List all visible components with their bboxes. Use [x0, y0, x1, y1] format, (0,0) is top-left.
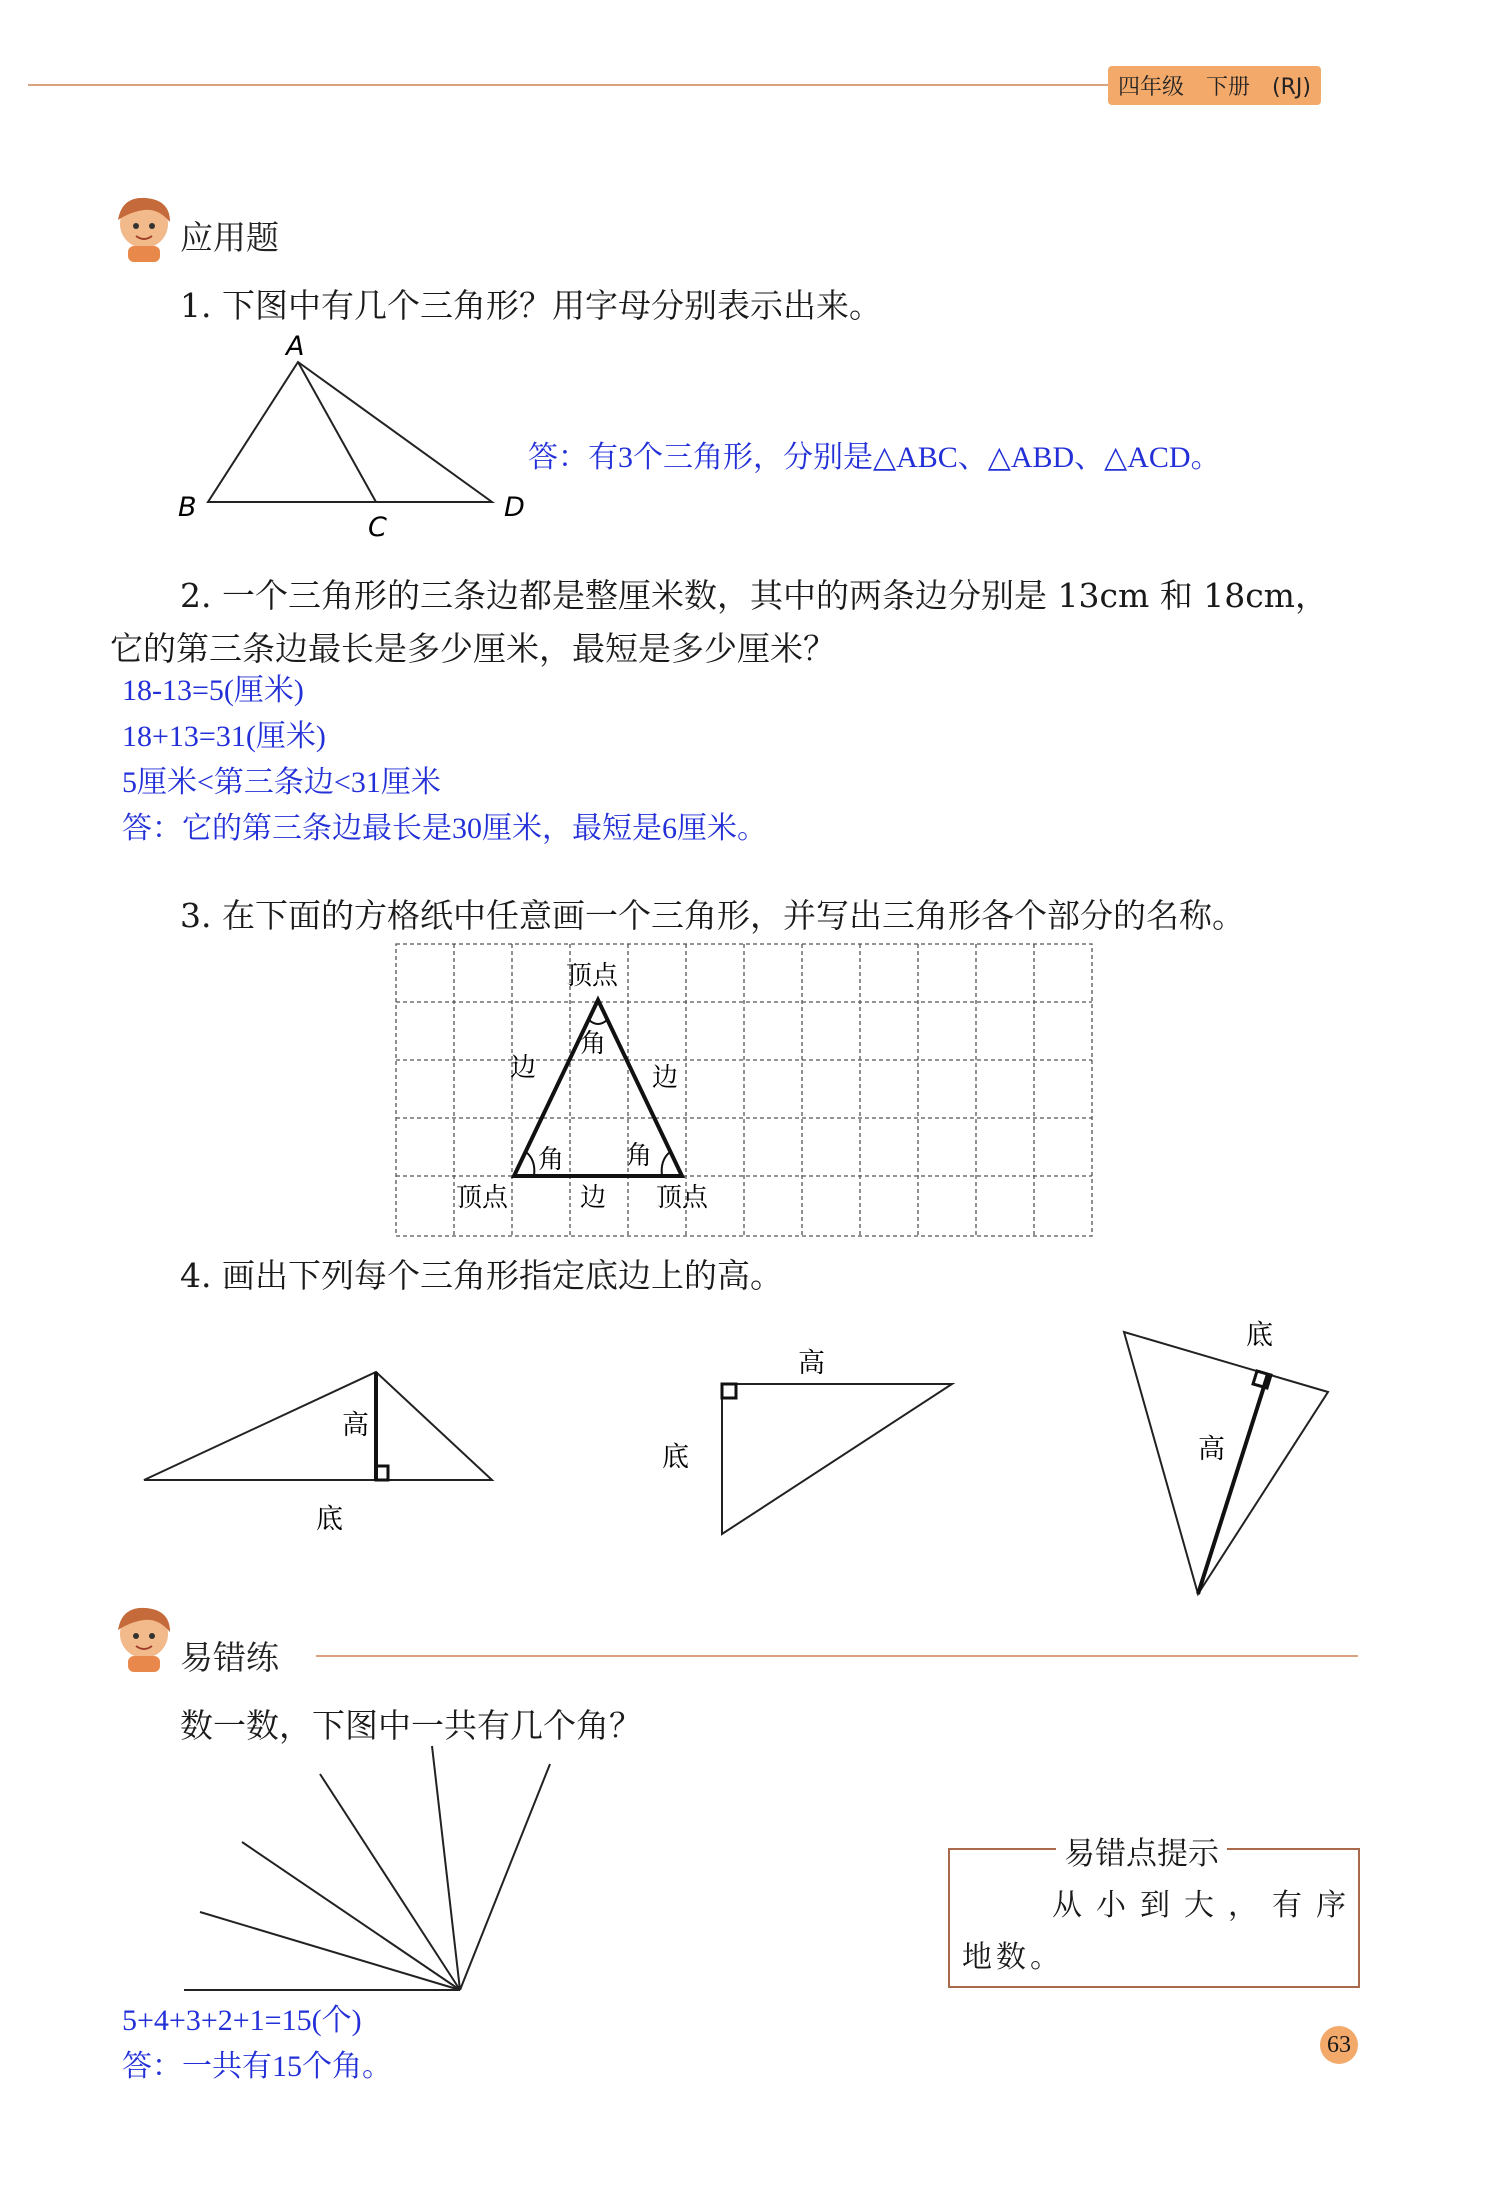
q1-triangle-figure — [170, 330, 540, 550]
question-4: 4. 画出下列每个三角形指定底边上的高。 — [180, 1256, 783, 1295]
question-2-line2: 它的第三条边最长是多少厘米，最短是多少厘米？ — [110, 629, 836, 668]
tip-text-line2: 地数。 — [962, 1940, 1064, 1975]
label-vertex-right: 顶点 — [656, 1183, 709, 1213]
answer-angles-line2: 答：一共有15个角。 — [122, 2050, 392, 2083]
label-a: A — [286, 331, 305, 362]
fig2-base-label: 底 — [662, 1442, 689, 1473]
label-vertex-top: 顶点 — [566, 961, 619, 991]
answer-1: 答：有3个三角形，分别是△ABC、△ABD、△ACD。 — [528, 441, 1221, 474]
q4-figure-3 — [1110, 1310, 1350, 1610]
label-vertex-left: 顶点 — [456, 1183, 509, 1213]
label-side-right: 边 — [652, 1063, 679, 1093]
answer-2-line2: 18+13=31(厘米) — [122, 720, 326, 753]
fig1-height-label: 高 — [342, 1410, 369, 1441]
section-title-application: 应用题 — [180, 218, 279, 257]
question-angles: 数一数，下图中一共有几个角？ — [180, 1706, 642, 1745]
answer-2-line3: 5厘米<第三条边<31厘米 — [122, 766, 441, 799]
fig3-height-label: 高 — [1198, 1434, 1225, 1465]
child-mascot-icon-2 — [108, 1600, 180, 1674]
label-c: C — [368, 512, 387, 543]
section2-rule — [316, 1655, 1358, 1657]
label-b: B — [178, 492, 197, 523]
section-title-error-practice: 易错练 — [180, 1638, 279, 1677]
label-angle-right: 角 — [626, 1141, 653, 1171]
fig2-height-label: 高 — [798, 1348, 825, 1379]
label-angle-left: 角 — [538, 1145, 565, 1175]
child-mascot-icon — [108, 190, 180, 264]
question-1: 1. 下图中有几个三角形？用字母分别表示出来。 — [180, 286, 882, 325]
answer-2-line4: 答：它的第三条边最长是30厘米，最短是6厘米。 — [122, 812, 767, 845]
angles-ray-figure — [170, 1740, 570, 2000]
fig3-base-label: 底 — [1246, 1320, 1273, 1351]
tip-title: 易错点提示 — [1056, 1828, 1227, 1873]
q4-figure-1 — [130, 1350, 510, 1550]
question-2-line1: 2. 一个三角形的三条边都是整厘米数，其中的两条边分别是 13cm 和 18cm， — [180, 576, 1328, 615]
label-side-left: 边 — [510, 1053, 537, 1083]
question-3: 3. 在下面的方格纸中任意画一个三角形，并写出三角形各个部分的名称。 — [180, 896, 1245, 935]
q4-figure-2 — [650, 1330, 980, 1550]
grade-badge: 四年级 下册 (RJ) — [1108, 66, 1321, 105]
q3-grid-figure — [390, 940, 1100, 1240]
label-d: D — [504, 492, 525, 523]
answer-2-line1: 18-13=5(厘米) — [122, 674, 304, 707]
label-side-bottom: 边 — [580, 1183, 607, 1213]
tip-text-line1: 从小到大，有序 — [1052, 1888, 1360, 1923]
page-number: 63 — [1320, 2026, 1358, 2064]
label-angle-top: 角 — [580, 1029, 607, 1059]
answer-angles-line1: 5+4+3+2+1=15(个) — [122, 2004, 362, 2037]
header-rule — [28, 84, 1108, 86]
fig1-base-label: 底 — [316, 1504, 343, 1535]
